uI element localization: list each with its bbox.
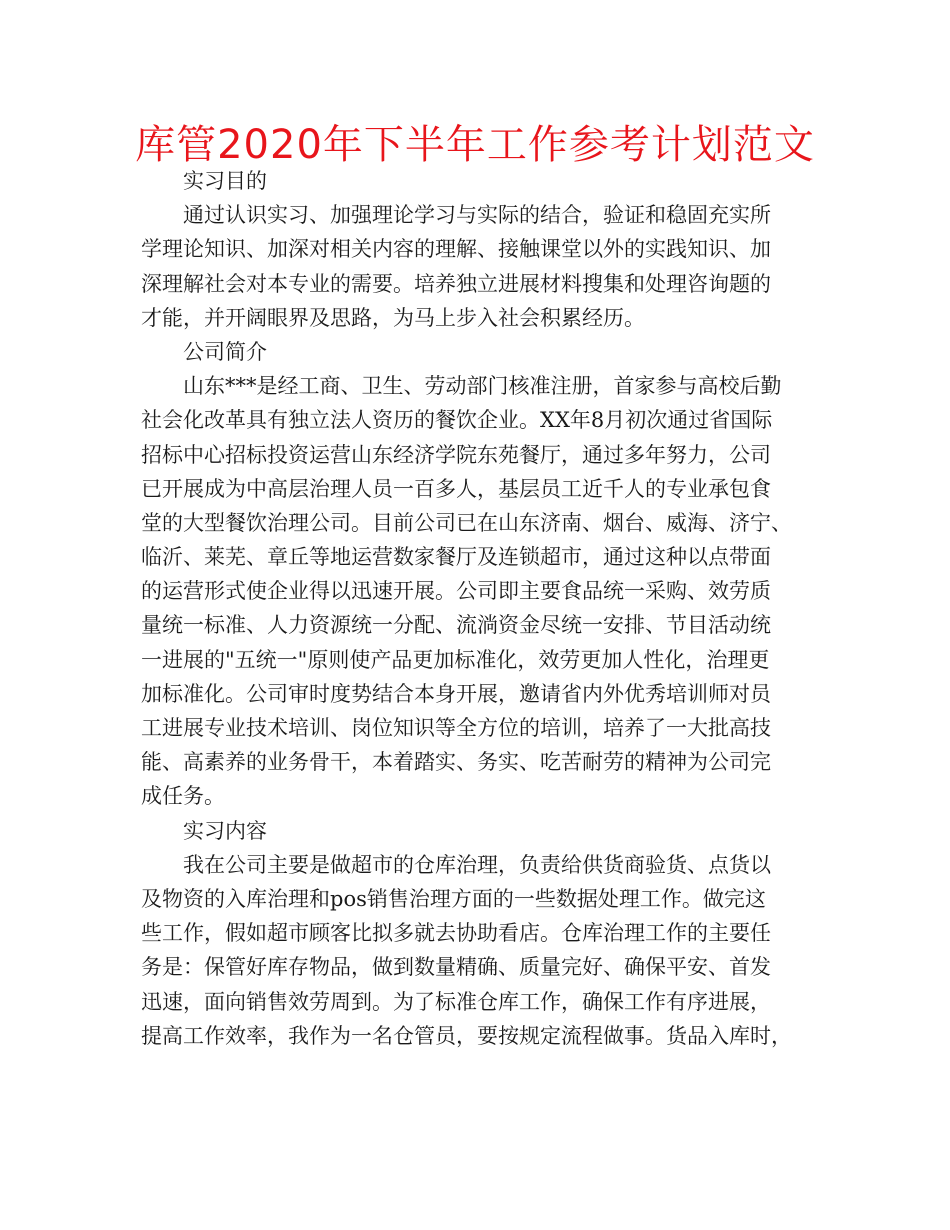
- text-line: 提高工作效率，我作为一名仓管员，要按规定流程做事。货品入库时，: [141, 1023, 792, 1048]
- text-line: 的运营形式使企业得以迅速开展。公司即主要食品统一采购、效劳质: [141, 579, 771, 604]
- text-line: 通过认识实习、加强理论学习与实际的结合，验证和稳固充实所: [183, 203, 771, 228]
- document-body: [141, 164, 821, 1053]
- text-line: 迅速，面向销售效劳周到。为了标准仓库工作，确保工作有序进展，: [141, 989, 771, 1014]
- text-line: 才能，并开阔眼界及思路，为马上步入社会积累经历。: [141, 305, 645, 330]
- text-line: 堂的大型餐饮治理公司。目前公司已在山东济南、烟台、威海、济宁、: [141, 510, 792, 535]
- text-line: 工进展专业技术培训、岗位知识等全方位的培训，培养了一大批高技: [141, 716, 771, 740]
- text-line: 些工作，假如超市顾客比拟多就去协助看店。仓库治理工作的主要任: [141, 921, 771, 946]
- text-line: 加标准化。公司审时度势结合本身开展，邀请省内外优秀培训师对员: [141, 681, 771, 706]
- text-line: 已开展成为中高层治理人员一百多人，基层员工近千人的专业承包食: [141, 476, 771, 501]
- document-title: 库管2020年下半年工作参考计划范文: [135, 122, 815, 168]
- text-line: 及物资的入库治理和pos销售治理方面的一些数据处理工作。做完这: [141, 886, 766, 911]
- text-line: 临沂、莱芜、章丘等地运营数家餐厅及连锁超市，通过这种以点带面: [141, 545, 771, 570]
- text-line: 我在公司主要是做超市的仓库治理，负责给供货商验货、点货以: [183, 852, 771, 877]
- text-line: 一进展的"五统一"原则使产品更加标准化，效劳更加人性化，治理更: [141, 647, 770, 672]
- text-line: 能、高素养的业务骨干，本着踏实、务实、吃苦耐劳的精神为公司完: [141, 750, 771, 775]
- text-line: 务是：保管好库存物品，做到数量精确、质量完好、确保平安、首发: [141, 955, 771, 980]
- text-line: 招标中心招标投资运营山东经济学院东苑餐厅，通过多年努力，公司: [141, 442, 771, 467]
- text-line: 实习目的: [183, 169, 267, 193]
- text-line: 成任务。: [141, 784, 225, 809]
- text-line: 深理解社会对本专业的需要。培养独立进展材料搜集和处理咨询题的: [141, 271, 771, 296]
- text-line: 实习内容: [183, 818, 267, 843]
- text-line: 公司简介: [183, 339, 267, 364]
- text-line: 量统一标准、人力资源统一分配、流淌资金尽统一安排、节目活动统: [141, 613, 771, 638]
- text-line: 学理论知识、加深对相关内容的理解、接触课堂以外的实践知识、加: [141, 237, 771, 262]
- text-line: 社会化改革具有独立法人资历的餐饮企业。XX年8月初次通过省国际: [141, 408, 773, 433]
- text-line: 山东***是经工商、卫生、劳动部门核准注册，首家参与高校后勤: [183, 374, 782, 399]
